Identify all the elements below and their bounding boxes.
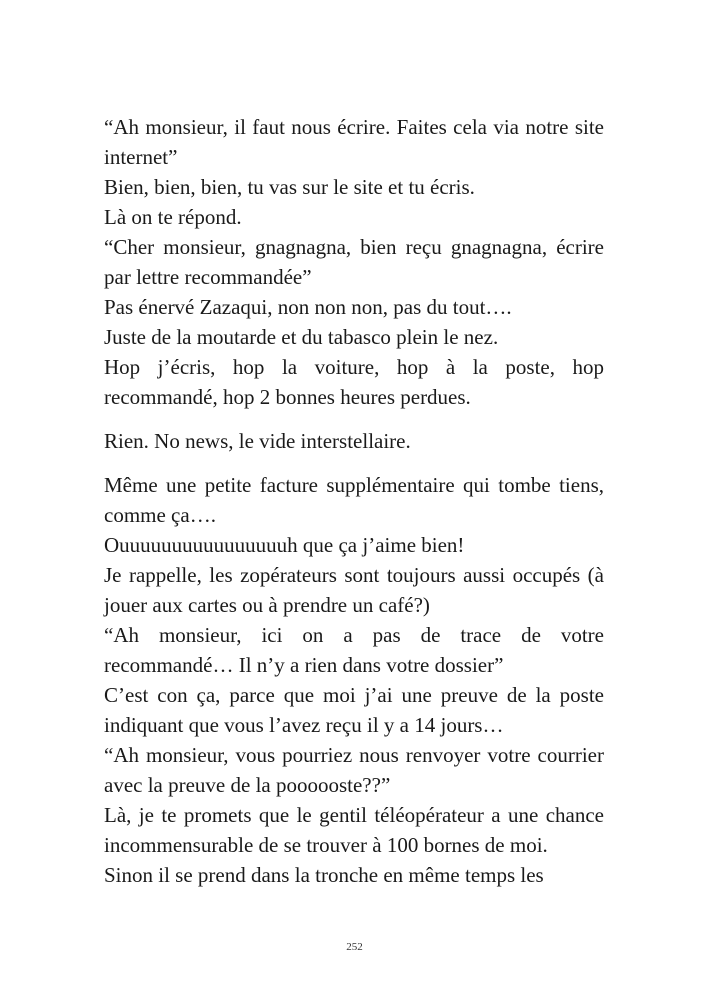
paragraph: Je rappelle, les zopérateurs sont toujours aussi occupés (à jouer aux cartes ou à prendre un café?) [104,563,604,617]
paragraph: Hop j’écris, hop la voiture, hop à la poste, hop recommandé, hop 2 bonnes heures perdues. [104,355,604,409]
page-number: 252 [346,941,363,953]
paragraph: Ouuuuuuuuuuuuuuuuh que ça j’aime bien! [104,533,465,557]
paragraph: Pas énervé Zazaqui, non non non, pas du tout…. [104,295,512,319]
body-text [104,112,604,890]
paragraph: Là, je te promets que le gentil téléopérateur a une chance incommensurable de se trouver à 100 bornes de moi. [104,803,604,857]
paragraph: “Ah monsieur, ici on a pas de trace de votre recommandé… Il n’y a rien dans votre dossier” [104,623,604,677]
paragraph: C’est con ça, parce que moi j’ai une preuve de la poste indiquant que vous l’avez reçu il y a 14 jours… [104,683,604,737]
paragraph: Bien, bien, bien, tu vas sur le site et tu écris. [104,175,475,199]
paragraph: Sinon il se prend dans la tronche en même temps les [104,863,544,887]
paragraph: Rien. No news, le vide interstellaire. [104,429,411,453]
paragraph: Là on te répond. [104,205,242,229]
paragraph: “Ah monsieur, il faut nous écrire. Faites cela via notre site internet” [104,115,604,169]
paragraph: Juste de la moutarde et du tabasco plein le nez. [104,325,499,349]
paragraph: Même une petite facture supplémentaire qui tombe tiens, comme ça…. [104,473,604,527]
paragraph: “Cher monsieur, gnagnagna, bien reçu gnagnagna, écrire par lettre recommandée” [104,235,604,289]
paragraph: “Ah monsieur, vous pourriez nous renvoyer votre courrier avec la preuve de la poooooste??” [104,743,604,797]
